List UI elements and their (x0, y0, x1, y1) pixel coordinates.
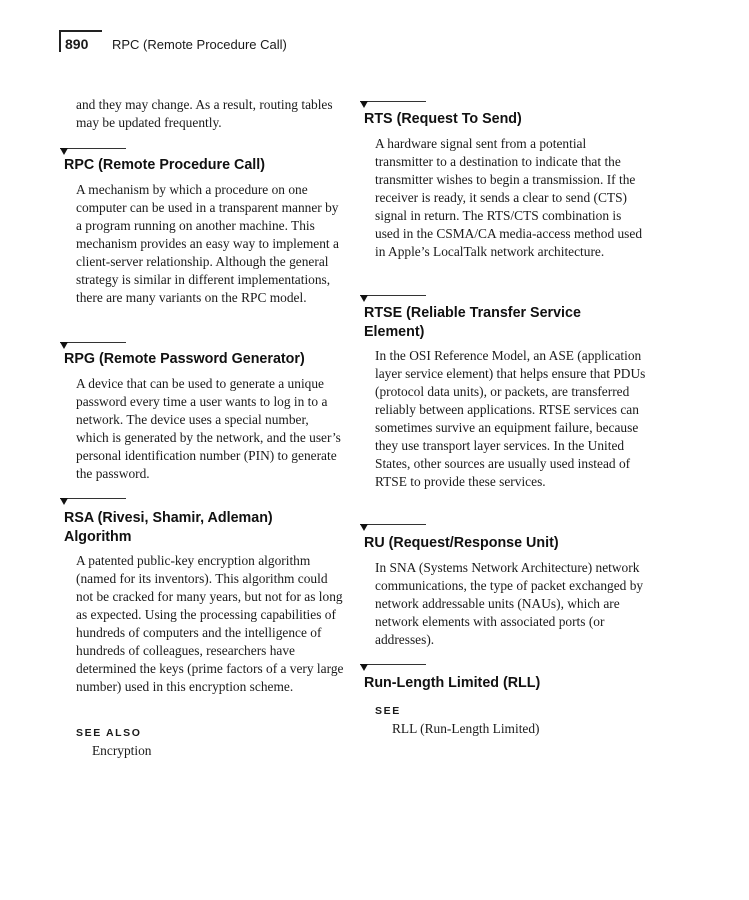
entry-term-rts: RTS (Request To Send) (364, 111, 522, 127)
triangle-marker-icon (360, 101, 368, 108)
page-number: 890 (65, 36, 89, 52)
entry-definition-rpc: A mechanism by which a procedure on one computer can be used in a transparent manner by a program running on another machine. This mechanism provides an easy way to implement a client-server relationship. Although the general strategy is similar in different implementations, there are many variants on the RPC model. (76, 182, 339, 305)
entry-definition-rts: A hardware signal sent from a potential transmitter to a destination to indicate that the transmitter wishes to begin a transmission. If the receiver is ready, it sends a clear to send (CTS) signal in return. The RTS/CTS combination is used in the CSMA/CA media-access method used in Apple’s LocalTalk network architecture. (375, 136, 643, 259)
see-reference[interactable]: RLL (Run-Length Limited) (392, 721, 540, 736)
header-bar (59, 30, 61, 52)
entry-marker (60, 498, 126, 506)
triangle-marker-icon (360, 295, 368, 302)
triangle-marker-icon (60, 498, 68, 505)
triangle-marker-icon (60, 148, 68, 155)
entry-term-rtse: RTSE (Reliable Transfer Service Element) (364, 305, 581, 340)
triangle-marker-icon (60, 342, 68, 349)
entry-term-rsa: RSA (Rivesi, Shamir, Adleman) Algorithm (64, 510, 273, 545)
entry-definition-rtse: In the OSI Reference Model, an ASE (application layer service element) that helps ensure that PDUs (protocol data units), or packets, are transferred reliably between applications. RTSE services can sometimes survive an equipment failure, because they use transport layer services. In the United States, other sources are usually used instead of RTSE to provide these services. (375, 348, 646, 489)
entry-term-ru: RU (Request/Response Unit) (364, 535, 559, 551)
entry-marker (360, 524, 426, 532)
entry-marker (360, 664, 426, 672)
entry-term-rpc: RPC (Remote Procedure Call) (64, 157, 265, 173)
entry-definition-rpg: A device that can be used to generate a unique password every time a user wants to log in to a network. The device uses a special number, which is generated by the network, and the user’s personal identification number (PIN) to generate the password. (76, 376, 341, 481)
header-rule (59, 30, 102, 32)
see-also-reference[interactable]: Encryption (92, 743, 152, 758)
running-title: RPC (Remote Procedure Call) (112, 37, 287, 52)
continued-text: and they may change. As a result, routing tables may be updated frequently. (76, 97, 333, 130)
entry-definition-ru: In SNA (Systems Network Architecture) network communications, the type of packet exchanged by network addressable units (NAUs), which are network elements with associated ports (or addresses). (375, 560, 644, 647)
triangle-marker-icon (360, 524, 368, 531)
see-also-label: SEE ALSO (76, 727, 142, 739)
entry-marker (60, 342, 126, 350)
entry-term-rll: Run-Length Limited (RLL) (364, 675, 541, 691)
triangle-marker-icon (360, 664, 368, 671)
entry-marker (60, 148, 126, 156)
entry-term-rpg: RPG (Remote Password Generator) (64, 351, 305, 367)
entry-definition-rsa: A patented public-key encryption algorithm (named for its inventors). This algorithm could not be cracked for many years, but not for as long as expected. Using the processing capabilities of hundreds of computers and the intelligence of hundreds of colleagues, researchers have determined the keys (prime factors of a very large number) used in this encryption scheme. (76, 553, 344, 694)
entry-marker (360, 295, 426, 303)
entry-marker (360, 101, 426, 109)
see-label: SEE (375, 705, 401, 717)
